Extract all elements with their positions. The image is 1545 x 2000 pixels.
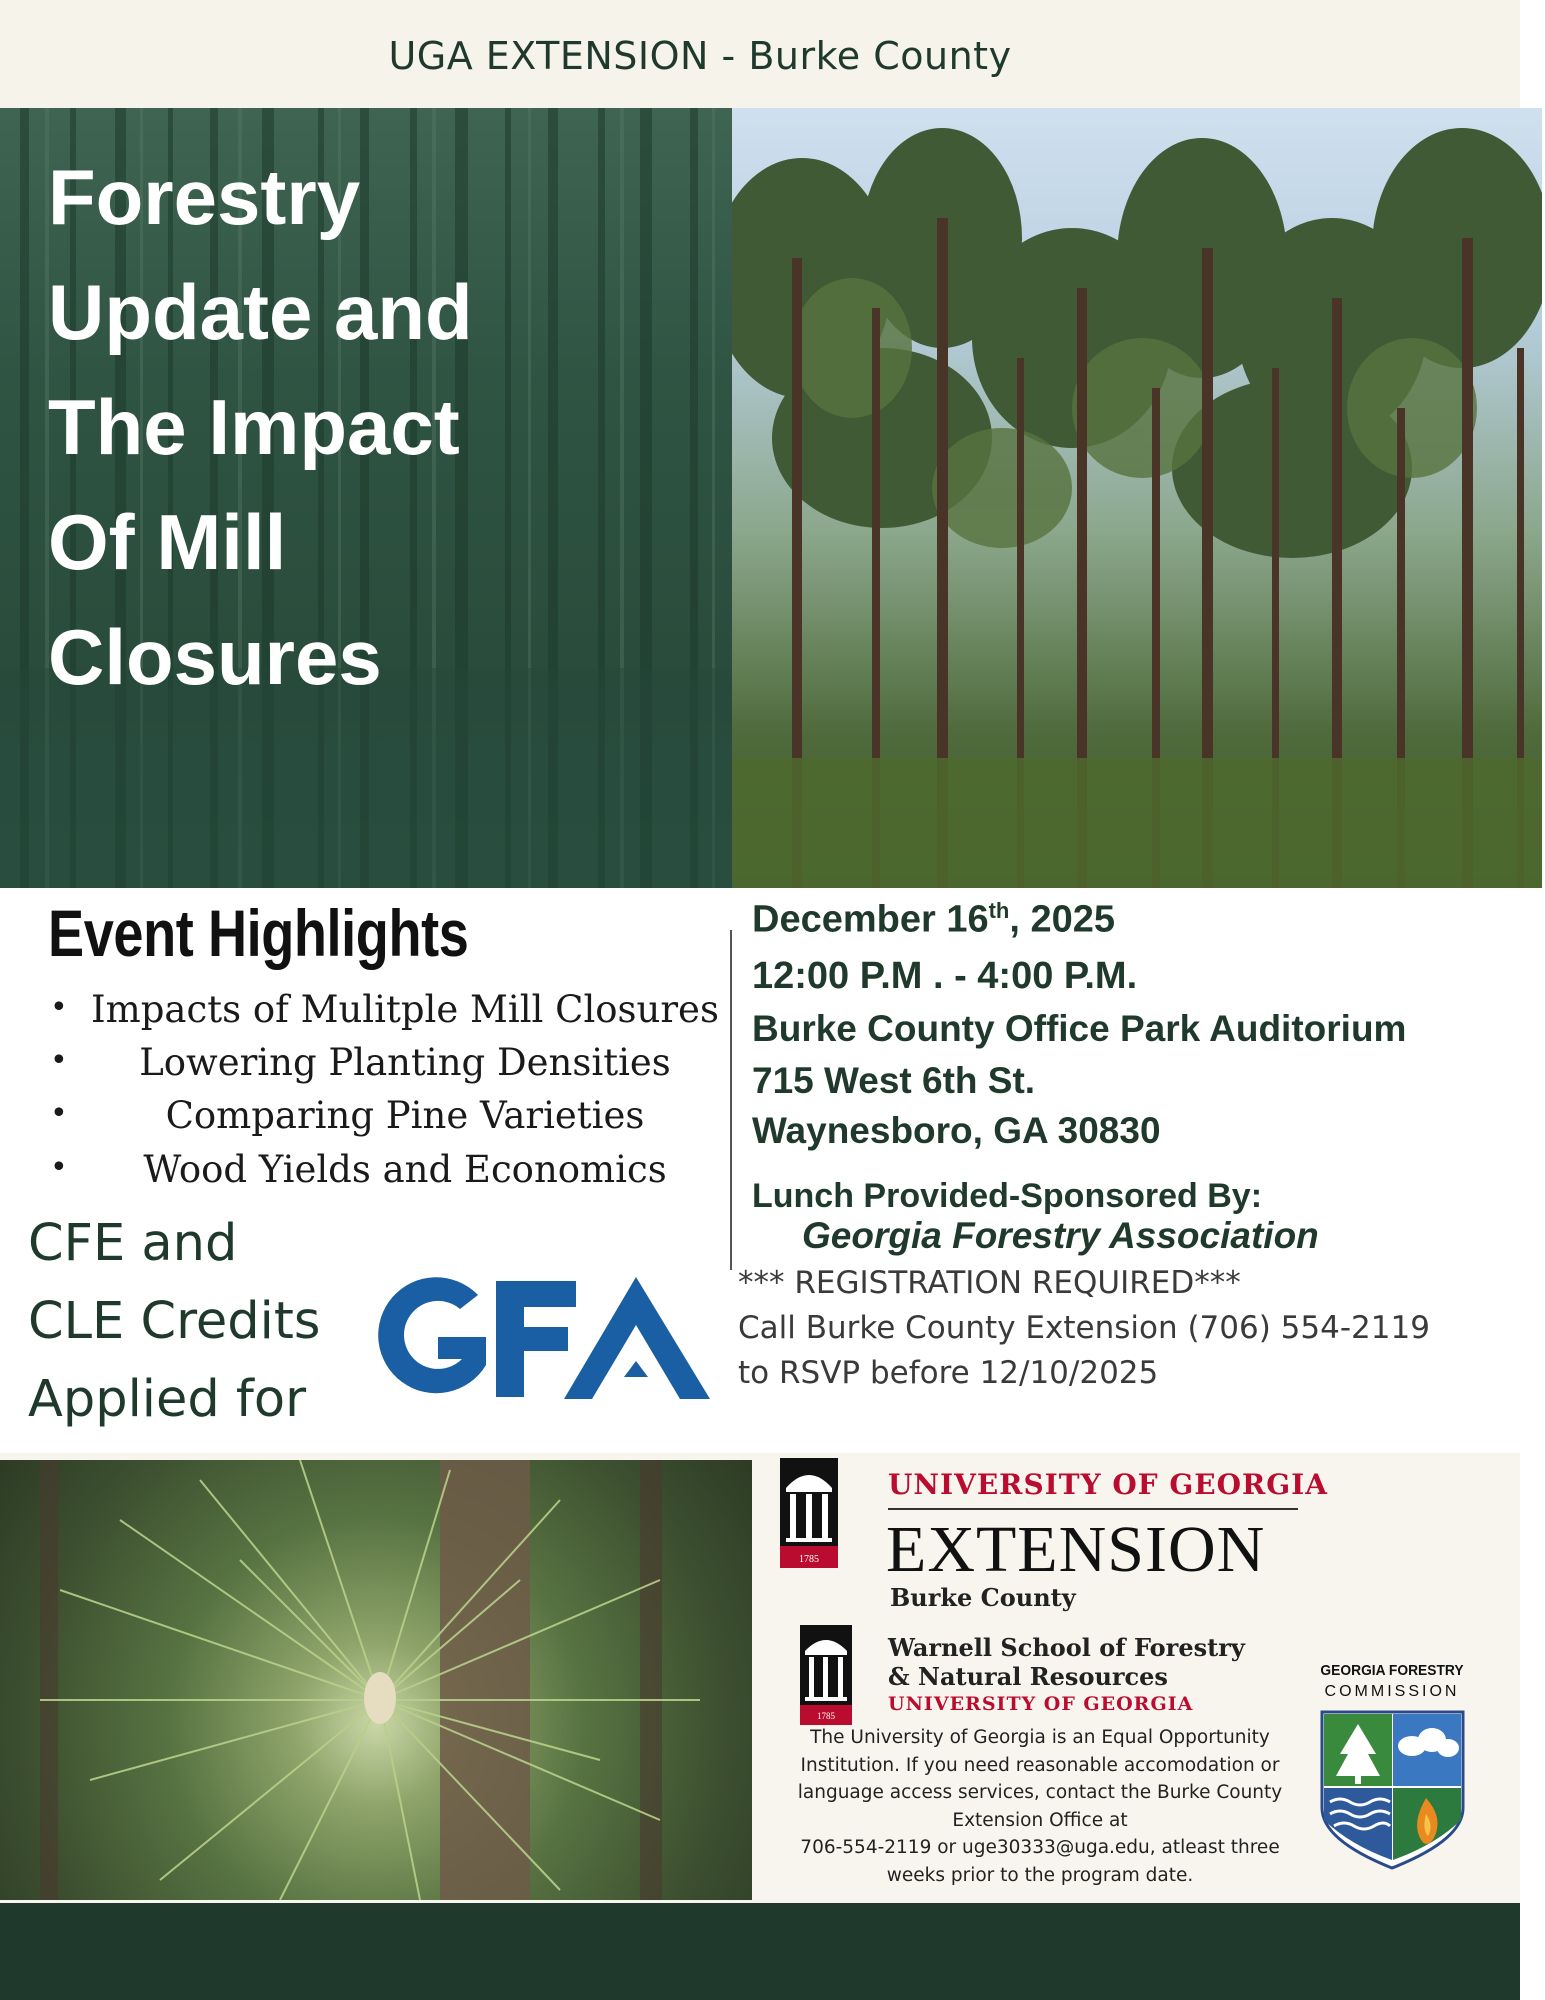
title-line: Update and xyxy=(48,268,473,356)
eeo-line: 706-554-2119 or uge30333@uga.edu, atleast three xyxy=(800,1837,1280,1858)
credits-note xyxy=(28,1205,358,1439)
column-divider xyxy=(730,930,732,1270)
title-line: Closures xyxy=(48,613,382,701)
warnell-arch-logo xyxy=(800,1625,852,1725)
highlights-heading: Event Highlights xyxy=(48,896,469,970)
gfc-title: GEORGIA FORESTRY xyxy=(1320,1662,1464,1679)
uga-name: UNIVERSITY OF GEORGIA xyxy=(888,1468,1329,1501)
date-year: , 2025 xyxy=(1009,898,1116,941)
lunch-note: Lunch Provided-Sponsored By: xyxy=(752,1177,1263,1215)
credits-line: CLE Credits xyxy=(28,1292,321,1351)
event-time: 12:00 P.M . - 4:00 P.M. xyxy=(752,955,1138,997)
uga-arch-logo xyxy=(780,1458,838,1568)
pine-forest-image xyxy=(732,108,1542,888)
date-main: December 16 xyxy=(752,898,989,941)
pine-needles-photo xyxy=(0,1460,752,1900)
uga-county: Burke County xyxy=(890,1583,1076,1612)
event-date xyxy=(752,898,1115,942)
warnell-line2: & Natural Resources xyxy=(888,1662,1168,1691)
event-address-city: Waynesboro, GA 30830 xyxy=(752,1110,1161,1151)
eeo-statement xyxy=(770,1724,1310,1889)
warnell-arch-year: 1785 xyxy=(817,1711,835,1721)
title-line: Of Mill xyxy=(48,498,287,586)
warnell-university: UNIVERSITY OF GEORGIA xyxy=(888,1693,1194,1715)
uga-extension-wordmark: EXTENSION xyxy=(886,1513,1266,1586)
registration-deadline: to RSVP before 12/10/2025 xyxy=(738,1355,1159,1391)
bullet-icon: • xyxy=(50,1150,68,1185)
highlight-text: Lowering Planting Densities xyxy=(139,1041,671,1084)
gfa-logo xyxy=(368,1265,728,1413)
eeo-line: The University of Georgia is an Equal Opportunity xyxy=(810,1727,1270,1748)
eeo-line: language access services, contact the Burke County xyxy=(797,1782,1283,1803)
gfc-shield-logo xyxy=(1320,1710,1465,1870)
footer-bar xyxy=(0,1903,1520,2000)
gfc-subtitle: COMMISSION xyxy=(1324,1683,1460,1700)
highlight-text: Wood Yields and Economics xyxy=(143,1148,667,1191)
credits-line: CFE and xyxy=(28,1214,238,1273)
header-title: UGA EXTENSION - Burke County xyxy=(388,34,1012,78)
registration-phone: Call Burke County Extension (706) 554-2119 xyxy=(738,1310,1430,1346)
eeo-line: weeks prior to the program date. xyxy=(886,1864,1194,1886)
sponsor-name: Georgia Forestry Association xyxy=(802,1215,1319,1256)
eeo-line: Institution. If you need reasonable accomodation or xyxy=(800,1754,1280,1776)
bullet-icon: • xyxy=(50,990,68,1025)
highlight-text: Comparing Pine Varieties xyxy=(165,1094,645,1137)
uga-rule xyxy=(888,1508,1298,1510)
highlight-item xyxy=(50,1043,720,1097)
forest-photo-right xyxy=(732,108,1542,888)
warnell-line1: Warnell School of Forestry xyxy=(888,1633,1245,1662)
bullet-icon: • xyxy=(50,1096,68,1131)
highlight-item xyxy=(50,1096,720,1150)
title-line: Forestry xyxy=(48,153,361,241)
highlight-item xyxy=(50,1150,720,1204)
highlight-item xyxy=(50,990,720,1044)
pine-branch-image xyxy=(0,1460,752,1900)
uga-arch-year: 1785 xyxy=(799,1554,819,1565)
highlight-text: Impacts of Mulitple Mill Closures xyxy=(91,988,719,1031)
event-title xyxy=(48,140,668,715)
registration-required: *** REGISTRATION REQUIRED*** xyxy=(738,1265,1241,1301)
event-address-street: 715 West 6th St. xyxy=(752,1060,1036,1101)
credits-line: Applied for xyxy=(28,1370,307,1429)
bullet-icon: • xyxy=(50,1043,68,1078)
title-line: The Impact xyxy=(48,383,460,471)
event-venue: Burke County Office Park Auditorium xyxy=(752,1008,1407,1049)
date-suffix: th xyxy=(988,898,1010,923)
eeo-line: Extension Office at xyxy=(952,1809,1128,1831)
